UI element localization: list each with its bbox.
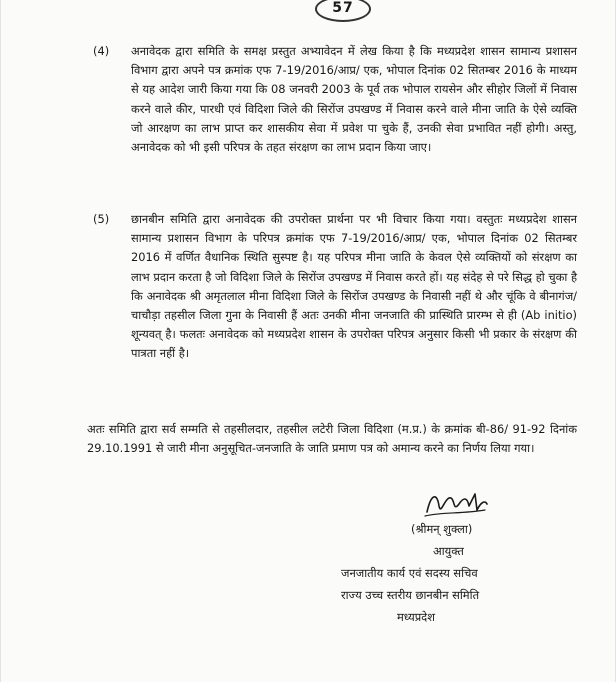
page-number: 57 xyxy=(315,0,371,22)
designation-state: मध्यप्रदेश xyxy=(397,610,435,624)
handwritten-signature xyxy=(421,488,491,520)
para-5-text: छानबीन समिति द्वारा अनावेदक की उपरोक्त प्रार्थना पर भी विचार किया गया। वस्तुतः मध्यप्रदेश शासन सामान्य प्रशासन विभाग के परिपत्र क्रमांक एफ 7-19/2016/आप्र/ एक, भोपाल दिनांक 02 सितम्बर 2016 में वर्णित वैधानिक स्थिति सुस्पष्ट है। यह परिपत्र मीना जाति के केवल ऐसे व्यक्तियों को संरक्षण का लाभ प्रदान करता है जो विदिशा जिले के सिरोंज उपखण्ड में निवास करते हों। यह संदेह से परे सिद्ध हो चुका है कि अनावेदक श्री अमृतलाल मीना विदिशा जिले के सिरोंज उपखण्ड के निवासी नहीं थे और चूंकि वे बीनागंज/चाचौड़ा तहसील जिला गुना के निवासी हैं अतः उनकी मीना जनजाति की प्रास्थिति प्रारम्भ से ही (Ab initio) शून्यवत् है। फलतः अनावेदक को मध्यप्रदेश शासन के उपरोक्त परिपत्र अनुसार किसी भी प्रकार के संरक्षण की पात्रता नहीं है। xyxy=(131,212,577,361)
para-5-number: (5) xyxy=(93,212,110,226)
para-4-number: (4) xyxy=(93,44,110,58)
para-4-text: अनावेदक द्वारा समिति के समक्ष प्रस्तुत अभ्यावेदन में लेख किया है कि मध्यप्रदेश शासन सामान्य प्रशासन विभाग द्वारा अपने पत्र क्रमांक एफ 7-19/2016/आप्र/ एक, भोपाल दिनांक 02 सितम्बर 2016 के माध्यम से यह आदेश जारी किया गया कि 08 जनवरी 2003 के पूर्व तक भोपाल रायसेन और सीहोर जिलों में निवास करने वाले कीर, पारधी एवं विदिशा जिले की सिरोंज उपखण्ड में निवास करने वाले मीना जाति के ऐसे व्यक्ति जो आरक्षण का लाभ प्राप्त कर शासकीय सेवा में प्रवेश पा चुके हैं, उनकी सेवा प्रभावित नहीं होगी। अस्तु, अनावेदक को भी इसी परिपत्र के तहत संरक्षण का लाभ प्रदान किया जाए। xyxy=(131,44,577,155)
designation-commissioner: आयुक्त xyxy=(433,544,464,558)
signatory-name: (श्रीमन् शुक्ला) xyxy=(411,522,473,536)
designation-committee: राज्य उच्च स्तरीय छानबीन समिति xyxy=(341,588,480,602)
conclusion-text: अतः समिति द्वारा सर्व सम्मति से तहसीलदार, तहसील लटेरी जिला विदिशा (म.प्र.) के क्रमांक बी-86/ 91-92 दिनांक 29.10.1991 से जारी मीना अनुसूचित-जनजाति के जाति प्रमाण पत्र को अमान्य करने का निर्णय लिया गया। xyxy=(87,422,577,456)
designation-secretary: जनजातीय कार्य एवं सदस्य सचिव xyxy=(341,566,478,580)
